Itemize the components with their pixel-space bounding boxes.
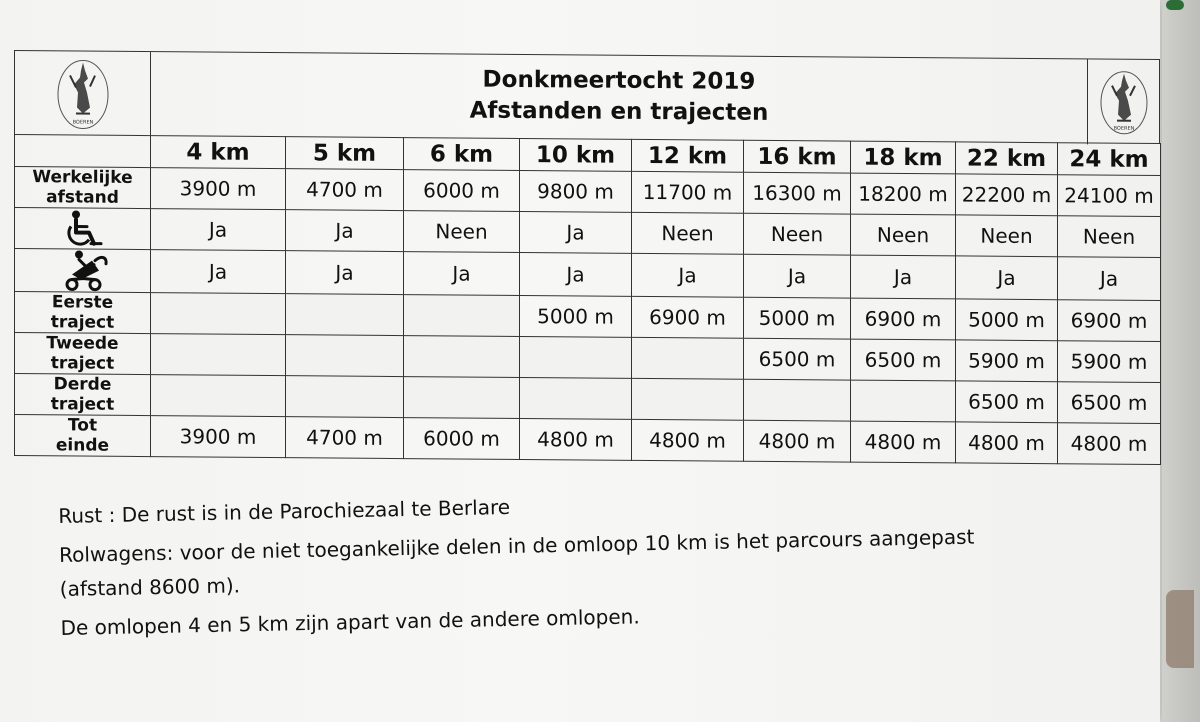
row-label-line: Werkelijke — [32, 167, 133, 188]
werkelijke-afstand-label — [15, 167, 151, 209]
table-cell: 6900 m — [851, 298, 956, 340]
table-cell: Ja — [744, 254, 851, 298]
table-cell: 4800 m — [520, 418, 632, 460]
distance-col-6km: 6 km — [404, 138, 520, 171]
table-cell: 4700 m — [286, 417, 404, 459]
table-cell: 4800 m — [632, 419, 744, 461]
row-label-line: traject — [50, 353, 115, 374]
table-cell: 5000 m — [520, 295, 632, 337]
rolwagens-note-line-1: Rolwagens: voor de niet toegankelijke delen in de omloop 10 km is het parcours aangepast — [58, 524, 975, 567]
table-cell — [744, 379, 851, 421]
distance-col-24km: 24 km — [1058, 143, 1161, 176]
table-cell: Ja — [520, 252, 632, 296]
table-cell: Ja — [286, 251, 404, 295]
eerste-traject-label — [15, 292, 151, 334]
distance-table — [14, 134, 1161, 465]
table-cell: 4800 m — [744, 420, 851, 462]
table-cell: Ja — [286, 210, 404, 252]
rust-note: Rust : De rust is in de Parochiezaal te Berlare — [58, 494, 511, 528]
table-cell: Ja — [851, 255, 956, 299]
table-cell — [151, 334, 286, 376]
table-cell: 4800 m — [851, 421, 956, 463]
table-cell — [151, 293, 286, 335]
distance-col-5km: 5 km — [286, 137, 404, 170]
table-cell — [151, 375, 286, 417]
distance-col-10km: 10 km — [520, 138, 632, 171]
table-cell: Neen — [404, 211, 520, 253]
table-cell: 6500 m — [1058, 382, 1161, 424]
table-cell: Neen — [851, 214, 956, 256]
table-cell: 3900 m — [151, 416, 286, 458]
row-label-line: Tweede — [46, 333, 119, 354]
poster-title — [151, 62, 1087, 131]
table-cell: 6500 m — [956, 381, 1058, 423]
table-cell — [286, 335, 404, 377]
tweede-traject-label — [15, 333, 151, 375]
table-cell: 5000 m — [956, 299, 1058, 341]
side-object — [1166, 590, 1194, 668]
table-cell: Neen — [632, 212, 744, 254]
poster-notes — [58, 478, 1141, 651]
distance-col-12km: 12 km — [632, 139, 744, 172]
table-cell: Neen — [1058, 216, 1161, 258]
distance-col-16km: 16 km — [744, 140, 851, 173]
table-cell — [632, 337, 744, 379]
green-pin — [1166, 0, 1184, 10]
table-cell: 5000 m — [744, 297, 851, 339]
table-cell: 4800 m — [956, 422, 1058, 464]
table-cell: 4800 m — [1058, 423, 1161, 465]
row-label-line: einde — [55, 435, 110, 456]
distance-table-poster — [14, 50, 1160, 495]
stroller-icon — [54, 249, 112, 291]
table-header — [14, 50, 1160, 144]
table-cell: Ja — [520, 211, 632, 253]
table-cell: 6000 m — [404, 170, 520, 212]
table-cell: Ja — [404, 252, 520, 296]
derde-traject-label — [15, 374, 151, 416]
table-cell — [404, 295, 520, 337]
row-label-line: Tot — [67, 415, 98, 436]
table-cell: Neen — [744, 213, 851, 255]
table-cell — [632, 378, 744, 420]
table-cell: 11700 m — [632, 171, 744, 213]
wheelchair-label — [15, 208, 151, 250]
distance-col-4km: 4 km — [151, 136, 286, 169]
table-cell: 18200 m — [851, 173, 956, 215]
table-cell: 4700 m — [286, 169, 404, 211]
distance-col-22km: 22 km — [956, 142, 1058, 175]
table-cell: Ja — [151, 209, 286, 251]
table-cell — [404, 377, 520, 419]
table-cell: 5900 m — [956, 340, 1058, 382]
row-label-line: traject — [50, 394, 115, 415]
svg-text:BOEREN: BOEREN — [72, 118, 93, 126]
logo-right — [1087, 59, 1159, 145]
table-cell: Ja — [632, 253, 744, 297]
table-cell: 6000 m — [404, 418, 520, 460]
distance-col-18km: 18 km — [851, 141, 956, 174]
table-cell — [286, 376, 404, 418]
table-cell — [851, 380, 956, 422]
omlopen-note: De omlopen 4 en 5 km zijn apart van de andere omlopen. — [60, 604, 640, 640]
table-cell: Ja — [1058, 257, 1161, 301]
title-line-2: Afstanden en trajecten — [469, 97, 769, 126]
table-cell: 6500 m — [744, 338, 851, 380]
table-cell: 6900 m — [632, 296, 744, 338]
table-cell: Ja — [151, 250, 286, 294]
stroller-label — [15, 249, 151, 293]
tot-einde-label — [15, 415, 151, 457]
logo-left — [15, 51, 151, 137]
table-cell: Neen — [956, 215, 1058, 257]
table-cell — [520, 377, 632, 419]
tot-einde-row — [15, 415, 1161, 465]
table-cell — [286, 294, 404, 336]
row-label-line: traject — [50, 312, 115, 333]
rolwagens-note-line-2: (afstand 8600 m). — [59, 573, 241, 601]
table-cell: 5900 m — [1058, 341, 1161, 383]
title-line-1: Donkmeertocht 2019 — [482, 66, 756, 95]
table-cell: 16300 m — [744, 172, 851, 214]
table-cell: 6900 m — [1058, 300, 1161, 342]
club-logo-icon — [1095, 66, 1153, 138]
header-empty-cell — [15, 135, 151, 168]
row-label-line: Eerste — [51, 292, 114, 313]
table-cell: 22200 m — [956, 174, 1058, 216]
table-cell — [404, 336, 520, 378]
table-cell: Ja — [956, 256, 1058, 300]
table-cell — [520, 336, 632, 378]
svg-text:BOEREN: BOEREN — [1113, 125, 1134, 132]
table-cell: 3900 m — [151, 168, 286, 210]
club-logo-icon — [52, 55, 114, 133]
table-cell: 24100 m — [1058, 175, 1161, 217]
wheelchair-icon — [59, 209, 107, 247]
table-cell: 6500 m — [851, 339, 956, 381]
row-label-line: Derde — [53, 374, 112, 395]
row-label-line: afstand — [46, 187, 119, 208]
table-cell: 9800 m — [520, 170, 632, 212]
